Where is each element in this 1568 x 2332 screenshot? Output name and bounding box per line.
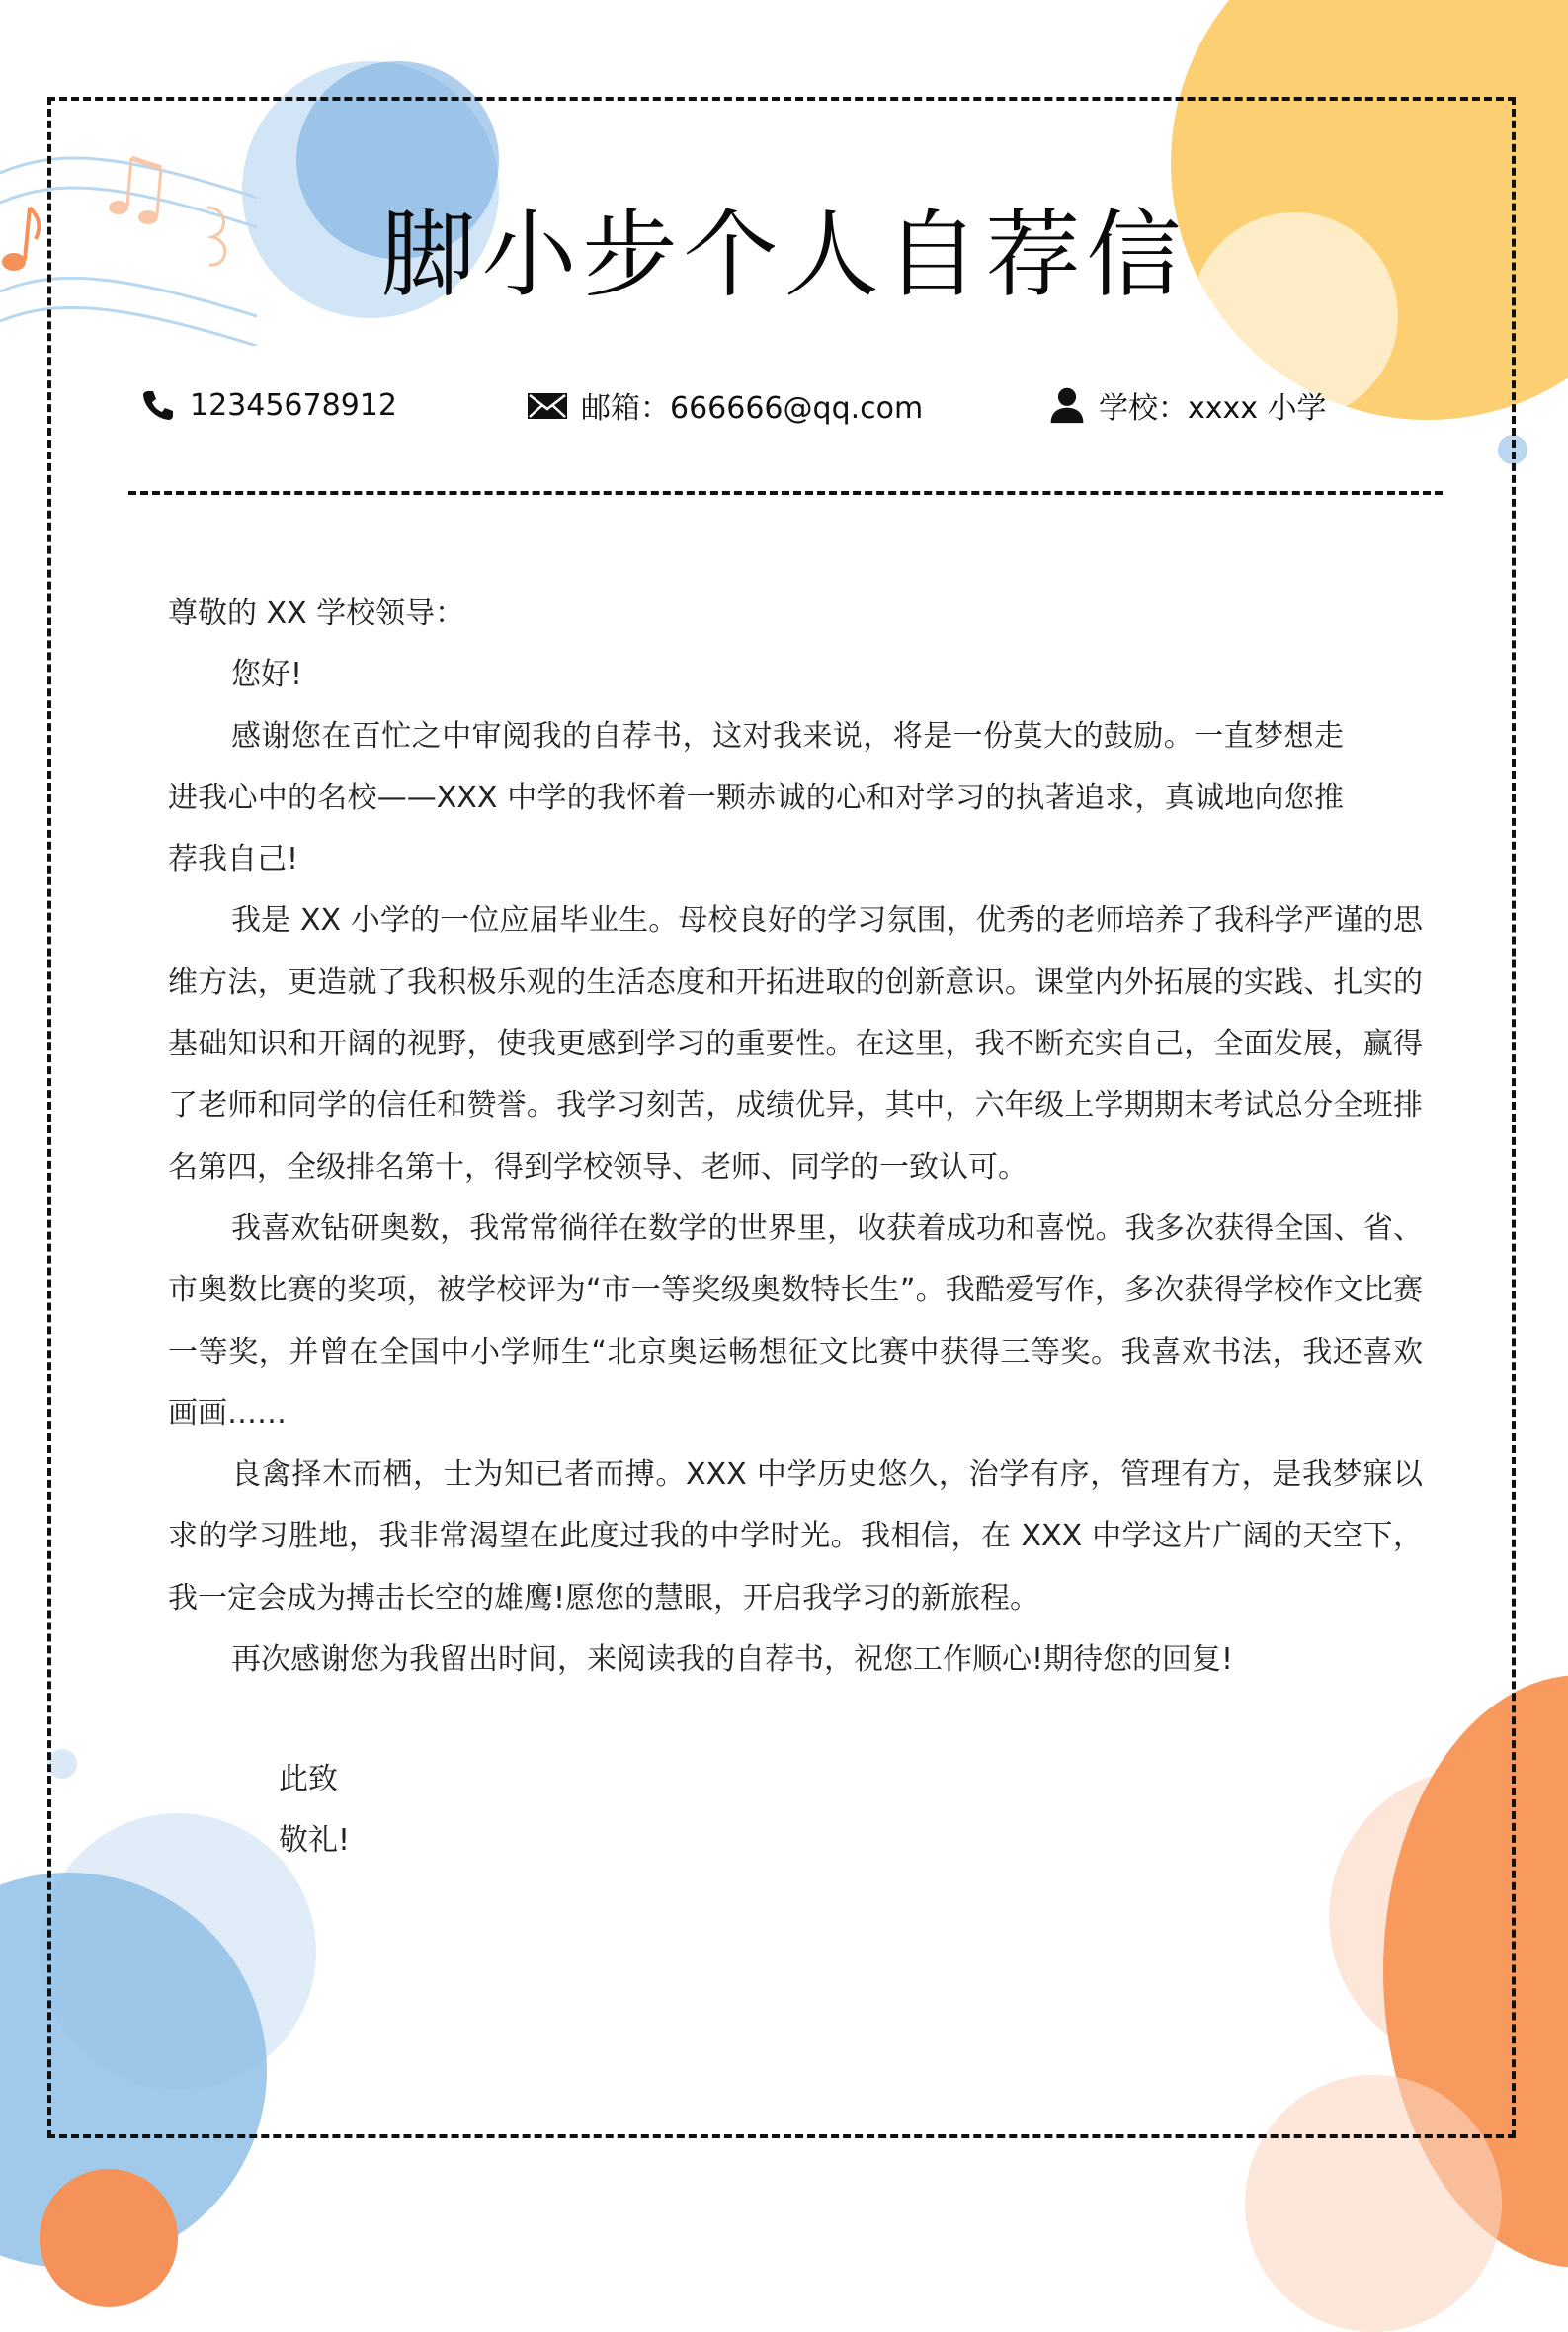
- paragraph: 感谢您在百忙之中审阅我的自荐书，这对我来说，将是一份莫大的鼓励。一直梦想走进我心中的名校——XXX 中学的我怀着一颗赤诚的心和对学习的执著追求，真诚地向您推荐我自己!: [168, 718, 1344, 877]
- paragraph: 我是 XX 小学的一位应届毕业生。母校良好的学习氛围，优秀的老师培养了我科学严谨的思维方法，更造就了我积极乐观的生活态度和开拓进取的创新意识。课堂内外拓展的实践、扎实的基础知识和开阔的视野，使我更感到学习的重要性。在这里，我不断充实自己，全面发展，赢得了老师和同学的信任和赞誉。我学习刻苦，成绩优异，其中，六年级上学期期末考试总分全班排名第四，全级排名第十，得到学校领导、老师、同学的一致认可。: [168, 903, 1423, 1185]
- paragraph: 良禽择木而栖，士为知已者而搏。XXX 中学历史悠久，治学有序，管理有方，是我梦寐以求的学习胜地，我非常渴望在此度过我的中学时光。我相信，在 XXX 中学这片广阔的天空下，我一定会成为搏击长空的雄鹰!愿您的慧眼，开启我学习的新旅程。: [168, 1458, 1423, 1616]
- school-name: 学校：xxxx 小学: [1099, 391, 1327, 426]
- salutation: 尊敬的 XX 学校领导：: [168, 596, 465, 630]
- contact-school: [1047, 377, 1327, 433]
- paragraph: 我喜欢钻研奥数，我常常徜徉在数学的世界里，收获着成功和喜悦。我多次获得全国、省、市奥数比赛的奖项，被学校评为“市一等奖级奥数特长生”。我酷爱写作，多次获得学校作文比赛一等奖，并曾在全国中小学师生“北京奥运畅想征文比赛中获得三等奖。我喜欢书法，我还喜欢画画……: [168, 1210, 1423, 1431]
- greeting: 您好!: [231, 657, 303, 693]
- closing-line-2: 敬礼!: [279, 1823, 351, 1858]
- phone-icon: [138, 385, 178, 425]
- header-divider: [128, 491, 1443, 495]
- letter-body: [168, 583, 1423, 1691]
- closing-line-1: 此致: [279, 1762, 338, 1796]
- letter-closing: [279, 1749, 350, 1872]
- contact-email: [526, 377, 923, 433]
- phone-number: 12345678912: [190, 387, 397, 423]
- decor-circle-orange-bottom-left: [40, 2169, 178, 2307]
- person-icon: [1047, 385, 1087, 425]
- page-title: 脚小步个人自荐信: [380, 200, 1188, 310]
- contact-phone: [138, 377, 397, 433]
- paragraph: 再次感谢您为我留出时间，来阅读我的自荐书，祝您工作顺心!期待您的回复!: [231, 1642, 1234, 1678]
- email-address: 邮箱：666666@qq.com: [581, 391, 924, 426]
- mail-icon: [526, 385, 569, 425]
